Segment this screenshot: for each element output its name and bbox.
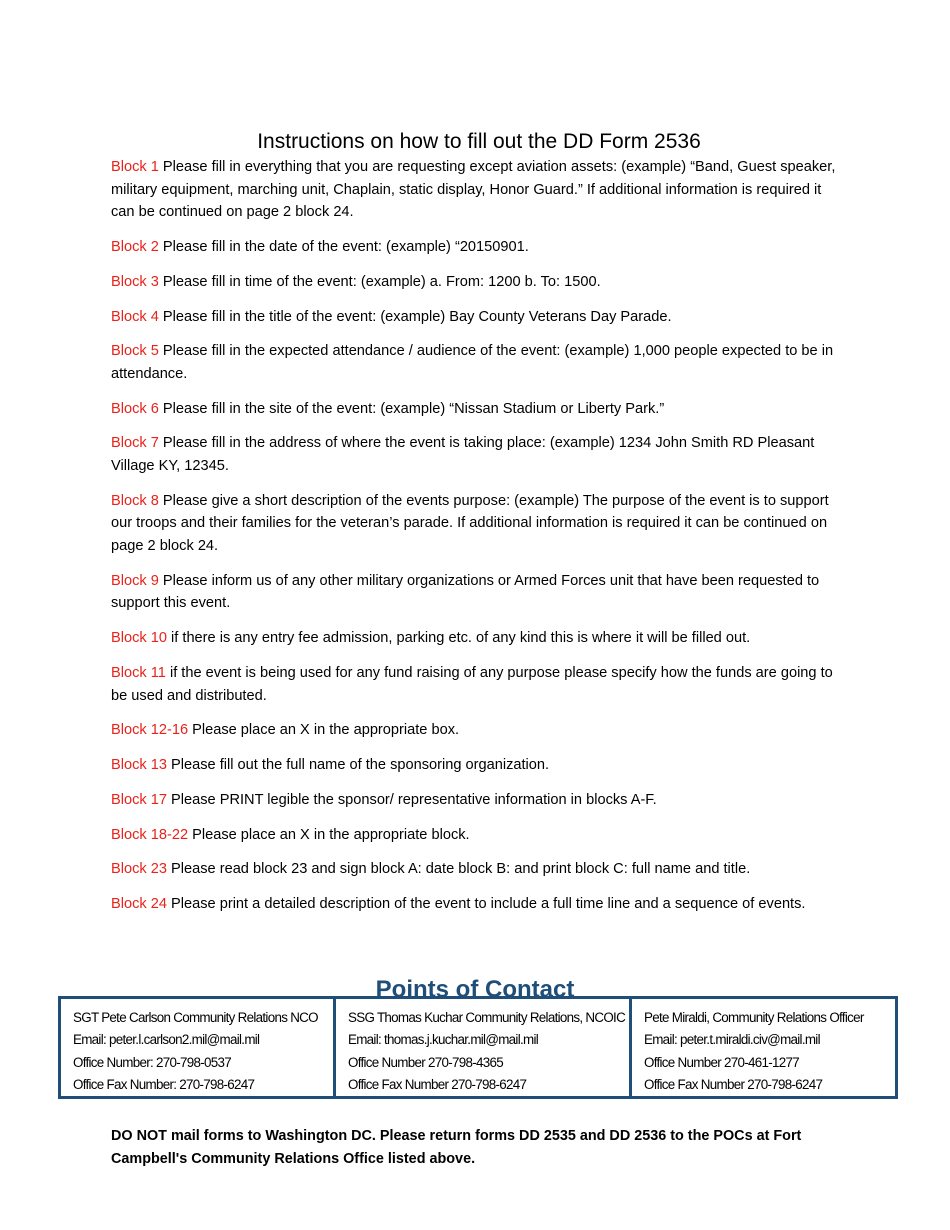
- block-label: Block 2: [111, 238, 159, 255]
- contact-email: Email: peter.l.carlson2.mil@mail.mil: [73, 1032, 260, 1048]
- block-text: Please print a detailed description of the event to include a full time line and a sequence of events.: [166, 896, 806, 913]
- block-label: Block 6: [111, 400, 159, 417]
- block-label: Block 24: [111, 896, 167, 913]
- block-text: Please fill in time of the event: (example) a. From: 1200 b. To: 1500.: [158, 273, 601, 290]
- block-label: Block 17: [111, 791, 167, 808]
- block-instruction: [111, 719, 846, 742]
- block-text: Please read block 23 and sign block A: date block B: and print block C: full name and title.: [166, 861, 751, 878]
- block-instruction: [111, 754, 846, 777]
- contact-name: Pete Miraldi, Community Relations Officer: [644, 1010, 864, 1025]
- block-label: Block 4: [111, 308, 159, 325]
- block-instruction: [111, 490, 846, 558]
- contact-name: SGT Pete Carlson Community Relations NCO: [73, 1010, 318, 1025]
- block-text: if the event is being used for any fund raising of any purpose please specify how the funds are going to be used and distributed.: [111, 664, 833, 704]
- block-instruction: [111, 398, 846, 421]
- block-instruction: [111, 824, 846, 847]
- block-text: Please fill in the expected attendance / audience of the event: (example) 1,000 people expected to be in attendance.: [111, 343, 834, 382]
- block-instruction: [111, 432, 846, 477]
- contact-name: SSG Thomas Kuchar Community Relations, NCOIC: [348, 1010, 626, 1025]
- block-label: Block 23: [111, 861, 167, 878]
- block-text: Please fill in the title of the event: (example) Bay County Veterans Day Parade.: [158, 308, 672, 325]
- points-of-contact-table: [58, 996, 898, 1099]
- block-text: Please place an X in the appropriate box.: [188, 722, 460, 739]
- contact-office-number: Office Number 270-461-1277: [644, 1054, 799, 1070]
- contact-email: Email: thomas.j.kuchar.mil@mail.mil: [348, 1032, 538, 1048]
- block-instruction: [111, 306, 846, 329]
- contact-card: [61, 999, 333, 1096]
- block-label: Block 9: [111, 572, 159, 589]
- block-label: Block 1: [111, 159, 159, 175]
- block-text: Please fill in the site of the event: (example) “Nissan Stadium or Liberty Park.”: [158, 400, 665, 417]
- block-label: Block 10: [111, 630, 167, 647]
- block-label: Block 7: [111, 435, 159, 452]
- block-text: Please place an X in the appropriate block.: [188, 826, 470, 843]
- contact-card: [333, 999, 629, 1096]
- block-instruction: [111, 340, 846, 385]
- block-instruction: [111, 570, 846, 615]
- block-text: Please fill in the address of where the event is taking place: (example) 1234 John Smith RD Pleasant Village KY, 12345.: [111, 435, 815, 475]
- contact-office-number: Office Number: 270-798-0537: [73, 1054, 232, 1070]
- block-label: Block 11: [111, 664, 166, 681]
- contact-office-number: Office Number 270-798-4365: [348, 1054, 503, 1070]
- block-label: Block 3: [111, 273, 159, 290]
- block-instruction: [111, 627, 846, 650]
- block-instruction: [111, 789, 846, 812]
- block-label: Block 18-22: [111, 826, 189, 843]
- block-instruction: [111, 662, 846, 707]
- contact-card: [629, 999, 895, 1096]
- points-of-contact-heading: Points of Contact: [375, 975, 575, 1003]
- block-instructions-list: [111, 156, 846, 928]
- contact-fax-number: Office Fax Number: 270-798-6247: [73, 1077, 255, 1093]
- contact-fax-number: Office Fax Number 270-798-6247: [348, 1077, 527, 1093]
- block-instruction: [111, 271, 846, 294]
- block-instruction: [111, 858, 846, 881]
- block-label: Block 5: [111, 343, 159, 360]
- contact-email: Email: peter.t.miraldi.civ@mail.mil: [644, 1032, 820, 1048]
- page-title: Instructions on how to fill out the DD Form 2536: [257, 130, 701, 154]
- block-text: Please PRINT legible the sponsor/ representative information in blocks A-F.: [166, 791, 657, 808]
- block-instruction: [111, 236, 846, 259]
- block-label: Block 8: [111, 492, 159, 509]
- block-text: Please inform us of any other military organizations or Armed Forces unit that have been requested to support this event.: [111, 572, 820, 612]
- contact-fax-number: Office Fax Number 270-798-6247: [644, 1077, 823, 1093]
- block-text: Please give a short description of the events purpose: (example) The purpose of the event is to support our troops and their families for the veteran’s parade. If additional information is required it can be continued on page 2 block 24.: [111, 492, 829, 555]
- block-instruction: [111, 893, 846, 916]
- block-text: Please fill out the full name of the sponsoring organization.: [166, 757, 550, 774]
- block-text: Please fill in the date of the event: (example) “20150901.: [158, 238, 529, 255]
- block-label: Block 12-16: [111, 722, 189, 739]
- block-text: Please fill in everything that you are requesting except aviation assets: (example) “Band, Guest speaker, military equipment, marching unit, Chaplain, static display, Honor Guard.” If additional information is required it can be continued on page 2 block 24.: [111, 159, 836, 221]
- block-text: if there is any entry fee admission, parking etc. of any kind this is where it will be filled out.: [166, 630, 751, 647]
- block-label: Block 13: [111, 757, 167, 774]
- mailing-notice: DO NOT mail forms to Washington DC. Please return forms DD 2535 and DD 2536 to the POCs at Fort Campbell's Community Relations Office listed above.: [111, 1128, 802, 1167]
- block-instruction: [111, 156, 846, 224]
